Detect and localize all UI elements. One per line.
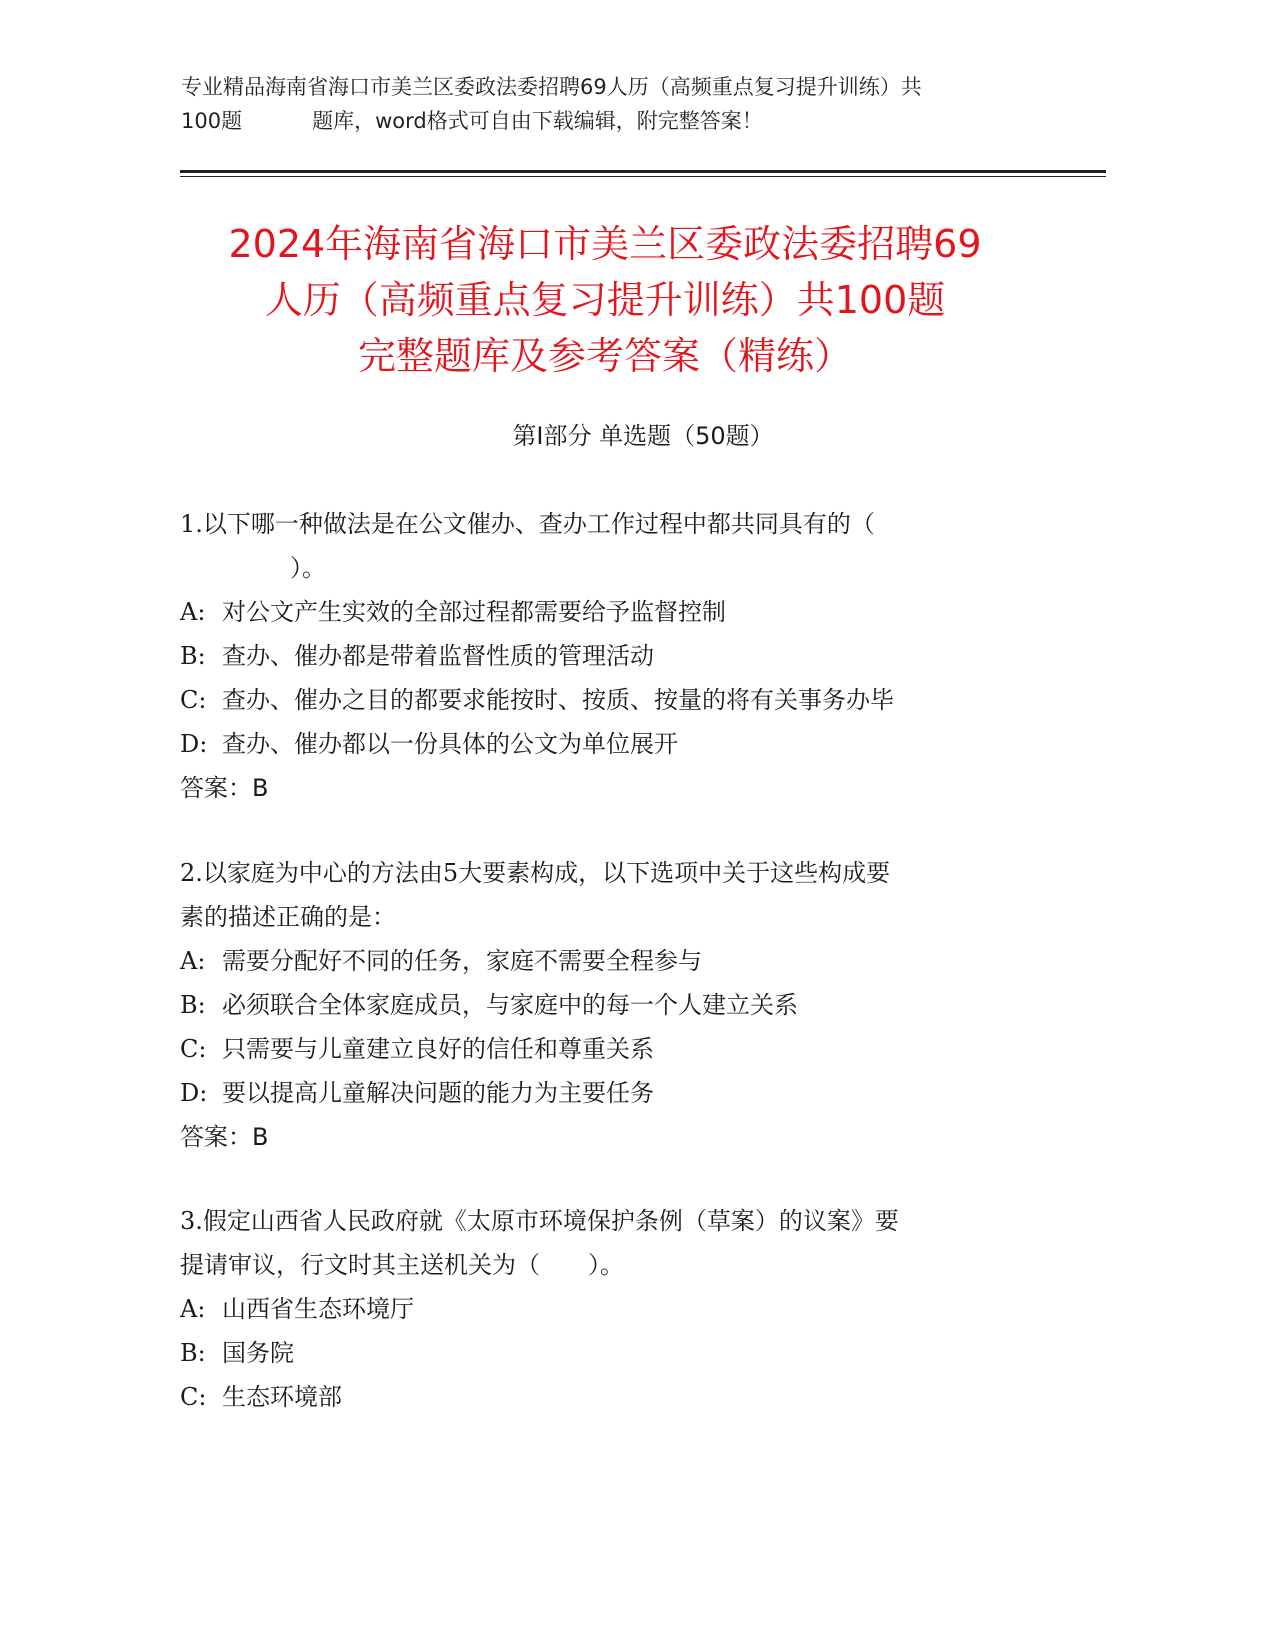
question-stem-line-2: 提请审议，行文时其主送机关为（ ）。	[180, 1251, 624, 1279]
option-key: B:	[180, 642, 206, 670]
option-c	[180, 678, 1040, 722]
option-d	[180, 1071, 1040, 1115]
question-stem-line-1: 2.以家庭为中心的方法由5大要素构成，以下选项中关于这些构成要	[180, 859, 891, 887]
question-2	[180, 851, 1040, 1159]
answer: 答案：B	[180, 774, 269, 802]
option-b	[180, 1331, 1040, 1375]
option-key: A:	[180, 598, 206, 626]
question-stem	[180, 851, 1040, 939]
option-d	[180, 722, 1040, 766]
option-text: 查办、催办都是带着监督性质的管理活动	[222, 642, 654, 670]
option-text: 要以提高儿童解决问题的能力为主要任务	[222, 1079, 654, 1107]
title-line-1: 2024年海南省海口市美兰区委政法委招聘69	[228, 222, 982, 266]
header-line-1: 专业精品海南省海口市美兰区委政法委招聘69人历（高频重点复习提升训练）共	[181, 75, 922, 99]
option-text: 需要分配好不同的任务，家庭不需要全程参与	[222, 947, 702, 975]
option-key: C:	[180, 1383, 207, 1411]
header-line-2	[181, 104, 1041, 138]
option-b	[180, 634, 1040, 678]
header-line-2-text: 题库，word格式可自由下载编辑，附完整答案！	[312, 109, 763, 133]
question-3	[180, 1199, 1040, 1419]
question-stem-line-2: 素的描述正确的是：	[180, 903, 396, 931]
question-stem-line-1: 3.假定山西省人民政府就《太原市环境保护条例（草案）的议案》要	[180, 1207, 899, 1235]
title-line-3: 完整题库及参考答案（精练）	[357, 334, 852, 378]
title-line-2: 人历（高频重点复习提升训练）共100题	[264, 278, 946, 322]
option-key: C:	[180, 686, 207, 714]
option-a	[180, 590, 1040, 634]
option-c	[180, 1027, 1040, 1071]
header-divider-thin	[180, 176, 1106, 177]
answer: 答案：B	[180, 1123, 269, 1151]
option-key: B:	[180, 1339, 206, 1367]
question-stem	[180, 502, 1040, 590]
question-1	[180, 502, 1040, 810]
option-b	[180, 983, 1040, 1027]
option-key: C:	[180, 1035, 207, 1063]
option-key: B:	[180, 991, 206, 1019]
header-divider-thick	[180, 170, 1106, 173]
option-c	[180, 1375, 1040, 1419]
option-text: 查办、催办都以一份具体的公文为单位展开	[222, 730, 678, 758]
header-note	[181, 70, 1041, 138]
section-title: 第Ⅰ部分 单选题（50题）	[512, 422, 774, 450]
option-key: A:	[180, 947, 206, 975]
question-stem-line-1: 1.以下哪一种做法是在公文催办、查办工作过程中都共同具有的（	[180, 510, 875, 538]
question-stem-line-2: ）。	[290, 554, 326, 582]
document-title	[170, 216, 1040, 384]
option-text: 查办、催办之目的都要求能按时、按质、按量的将有关事务办毕	[222, 686, 894, 714]
option-text: 对公文产生实效的全部过程都需要给予监督控制	[222, 598, 726, 626]
header-line-2-count: 100题	[181, 109, 243, 133]
option-text: 山西省生态环境厅	[222, 1295, 414, 1323]
option-text: 必须联合全体家庭成员，与家庭中的每一个人建立关系	[222, 991, 798, 1019]
option-a	[180, 1287, 1040, 1331]
option-key: D:	[180, 730, 208, 758]
question-stem	[180, 1199, 1040, 1287]
option-text: 国务院	[222, 1339, 294, 1367]
option-a	[180, 939, 1040, 983]
option-text: 生态环境部	[222, 1383, 342, 1411]
option-key: A:	[180, 1295, 206, 1323]
option-key: D:	[180, 1079, 208, 1107]
option-text: 只需要与儿童建立良好的信任和尊重关系	[222, 1035, 654, 1063]
